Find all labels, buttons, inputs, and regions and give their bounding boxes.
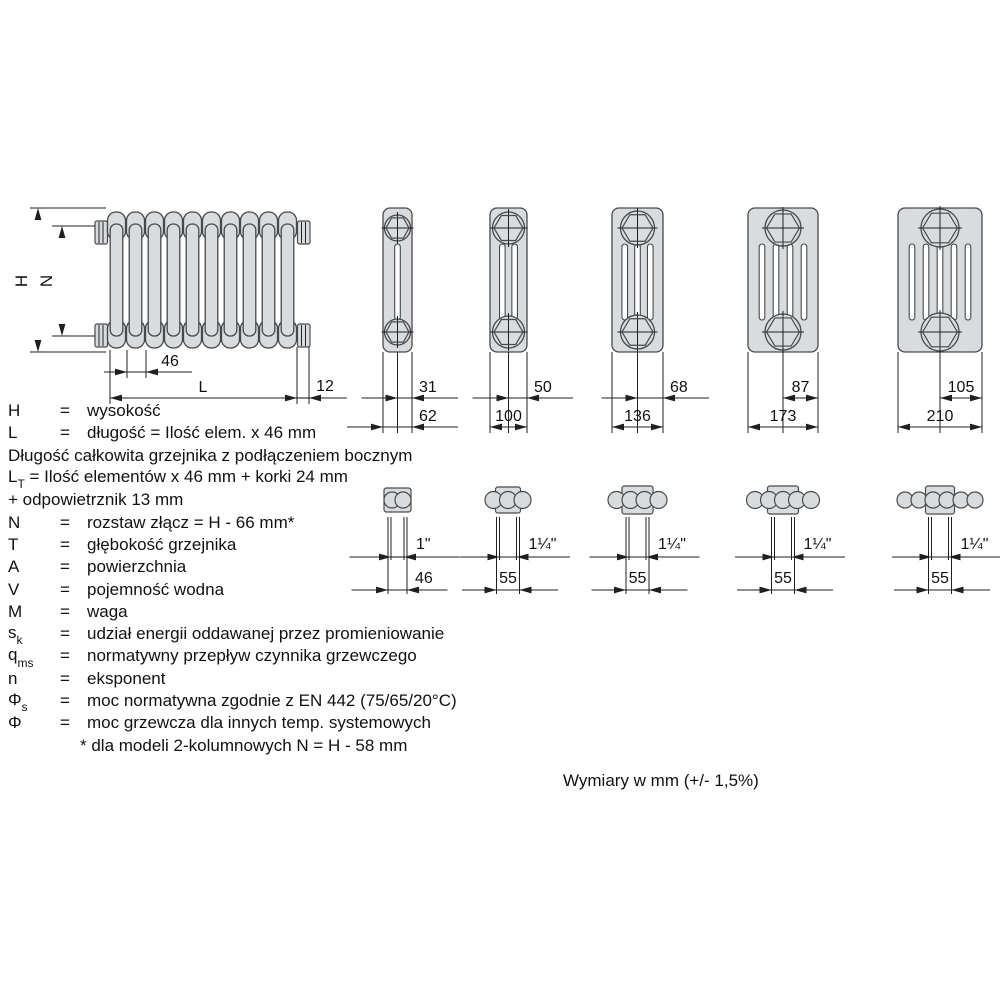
- legend-symbol: $\Phi_s$: [8, 689, 28, 715]
- dimension-arrow: [612, 424, 624, 431]
- legend-text: waga: [87, 601, 128, 621]
- dimension-label: 68: [670, 379, 688, 396]
- element-shaft: [186, 224, 199, 336]
- legend-text: głębokość grzejnika: [87, 534, 237, 554]
- element-shaft: [262, 224, 275, 336]
- topview-tube: [967, 492, 983, 508]
- legend-equals: =: [60, 668, 70, 688]
- legend-text: pojemność wodna: [87, 579, 225, 599]
- legend-text: rozstaw złącz = H - 66 mm*: [87, 512, 295, 532]
- profile-slot: [937, 244, 943, 320]
- legend-equals: =: [60, 512, 70, 532]
- legend-row-10: [8, 622, 478, 648]
- legend-text: moc normatywna zgodnie z EN 442 (75/65/20°C): [87, 691, 457, 710]
- end-extension-label: 12: [316, 378, 334, 395]
- dimension-label: 210: [926, 408, 954, 425]
- profile-slot: [965, 244, 971, 320]
- dimension-arrow: [520, 587, 532, 594]
- dimension-arrow: [497, 395, 509, 402]
- legend-row-11: [8, 645, 478, 670]
- pitch-label-N: N: [37, 274, 56, 288]
- legend-symbol: V: [8, 579, 20, 599]
- dimension-label: L: [198, 379, 208, 396]
- dimension-arrow: [614, 587, 626, 594]
- element-shaft: [148, 224, 161, 336]
- legend-text: normatywny przepływ czynnika grzewczego: [87, 646, 417, 666]
- legend-equals: =: [60, 691, 70, 710]
- legend-row-12: [8, 668, 478, 690]
- legend-row-1: [8, 422, 478, 444]
- dimension-label: 50: [534, 379, 552, 396]
- connection-size-label: 1¼": [528, 536, 557, 553]
- profile-slot: [787, 244, 793, 320]
- profile-slot: [622, 244, 628, 320]
- legend-text: * dla modeli 2-kolumnowych N = H - 58 mm: [80, 735, 408, 755]
- legend-row-5: [8, 511, 478, 533]
- dimension-arrow: [35, 340, 42, 352]
- legend-symbol: N: [8, 512, 21, 532]
- dimension-arrow: [763, 554, 775, 561]
- dimension-arrow: [517, 554, 529, 561]
- dimension-arrow: [35, 208, 42, 220]
- element-shaft: [243, 224, 256, 336]
- dimension-label: 100: [495, 408, 522, 425]
- topview-6-column: [892, 486, 1000, 594]
- profile-slot: [512, 244, 518, 320]
- profile-slot: [773, 244, 779, 320]
- dimension-arrow: [806, 424, 818, 431]
- dimension-arrow: [115, 369, 127, 376]
- dimension-label: 173: [769, 408, 797, 425]
- legend-row-4: [8, 489, 478, 511]
- dimension-arrow: [748, 424, 760, 431]
- dimension-label: 105: [947, 379, 975, 396]
- legend-row-9: [8, 601, 478, 623]
- legend-symbol: A: [8, 557, 20, 577]
- element-shaft: [110, 224, 123, 336]
- dimension-arrow: [970, 424, 982, 431]
- dimension-arrow: [920, 554, 932, 561]
- legend-equals: =: [60, 534, 70, 554]
- legend-equals: =: [60, 646, 70, 666]
- legend-text: powierzchnia: [87, 557, 187, 577]
- legend-text: moc grzewcza dla innych temp. systemowych: [87, 713, 431, 733]
- legend-row-0: [8, 400, 478, 422]
- legend-symbol: M: [8, 601, 23, 621]
- profile-views: [347, 206, 982, 433]
- dimension-arrow: [59, 324, 66, 336]
- profile-slot: [909, 244, 915, 320]
- legend-row-6: [8, 534, 478, 556]
- profile-slot: [647, 244, 653, 320]
- profile-slot: [923, 244, 929, 320]
- element-width-label: 55: [628, 570, 647, 587]
- profile-5-column: [748, 207, 818, 433]
- connection-size-label: 1¼": [803, 536, 832, 553]
- topview-tube: [803, 492, 820, 509]
- dimensions-note: Wymiary w mm (+/- 1,5%): [563, 771, 759, 790]
- legend-text: $L_T$ = Ilość elementów x 46 mm + korki 24 mm: [8, 466, 348, 492]
- dimension-arrow: [760, 587, 772, 594]
- legend-equals: =: [60, 423, 70, 443]
- element-width-label: 46: [415, 570, 433, 587]
- legend-text: udział energii oddawanej przez promieniowanie: [87, 624, 445, 644]
- profile-slot: [801, 244, 807, 320]
- legend-row-8: [8, 578, 478, 600]
- profile-slot: [635, 244, 641, 320]
- dimension-arrow: [651, 424, 663, 431]
- legend-text: wysokość: [87, 401, 161, 421]
- dimension-arrow: [485, 587, 497, 594]
- legend-row-14: [8, 712, 478, 734]
- legend-equals: =: [60, 579, 70, 599]
- legend-row-13: [8, 689, 478, 715]
- element-width-label: 55: [774, 570, 792, 587]
- element-shaft: [281, 224, 294, 336]
- topview-tube: [514, 492, 531, 509]
- dimension-arrow: [792, 554, 804, 561]
- legend-symbol: Φ: [8, 713, 22, 733]
- profile-3-column: [473, 208, 574, 433]
- profile-4-column: [602, 208, 710, 433]
- legend-row-7: [8, 556, 478, 578]
- element-width-label: 55: [499, 570, 517, 587]
- legend-symbol: $q_{ms}$: [8, 645, 34, 670]
- legend: [8, 400, 478, 757]
- legend-row-2: [8, 445, 478, 467]
- legend-row-3: [8, 466, 478, 492]
- end-plug: [95, 221, 108, 244]
- legend-symbol: n: [8, 668, 18, 688]
- element-shaft: [224, 224, 237, 336]
- height-label-H: H: [12, 274, 31, 288]
- dimension-arrow: [898, 424, 910, 431]
- profile-slot: [951, 244, 957, 320]
- profile-slot: [500, 244, 506, 320]
- dimension-arrow: [649, 587, 661, 594]
- legend-symbol: $s_k$: [8, 622, 23, 648]
- dimension-arrow: [488, 554, 500, 561]
- end-plug: [298, 324, 311, 347]
- dimension-arrow: [59, 226, 66, 238]
- dimension-arrow: [917, 587, 929, 594]
- dimension-arrow: [617, 554, 629, 561]
- legend-equals: =: [60, 624, 70, 644]
- topview-5-column: [735, 486, 845, 594]
- dimension-label: 87: [791, 379, 810, 396]
- dimension-label: 31: [419, 379, 437, 396]
- element-shaft: [129, 224, 142, 336]
- connection-size-label: 1¼": [960, 536, 989, 553]
- legend-text: długość = Ilość elem. x 46 mm: [87, 423, 317, 443]
- legend-text: + odpowietrznik 13 mm: [8, 490, 184, 510]
- legend-symbol: L: [8, 423, 18, 443]
- dimension-label: 136: [624, 408, 651, 425]
- legend-text: eksponent: [87, 668, 166, 688]
- legend-equals: =: [60, 601, 70, 621]
- connection-size-label: 1": [416, 536, 431, 553]
- connection-size-label: 1¼": [658, 536, 686, 553]
- front-view: [12, 208, 347, 404]
- dimension-arrow: [952, 587, 964, 594]
- legend-equals: =: [60, 713, 70, 733]
- element-shaft: [167, 224, 180, 336]
- element-width-label: 55: [931, 570, 949, 587]
- dimension-arrow: [626, 395, 638, 402]
- element-shaft: [205, 224, 218, 336]
- dimension-arrow: [795, 587, 807, 594]
- element-width-label: 46: [161, 353, 179, 370]
- legend-row-15: [8, 734, 478, 756]
- dimension-arrow: [646, 554, 658, 561]
- profile-slot: [395, 244, 401, 320]
- legend-symbol: T: [8, 534, 19, 554]
- profile-6-column: [898, 206, 982, 433]
- dimension-arrow: [949, 554, 961, 561]
- profile-slot: [759, 244, 765, 320]
- topview-tube: [650, 492, 667, 509]
- end-plug: [298, 221, 311, 244]
- legend-equals: =: [60, 401, 70, 421]
- end-plug: [95, 324, 108, 347]
- dimension-label: 62: [419, 408, 437, 425]
- legend-text: Długość całkowita grzejnika z podłączeniem bocznym: [8, 445, 413, 465]
- dimension-arrow: [146, 369, 158, 376]
- legend-symbol: H: [8, 401, 21, 421]
- legend-equals: =: [60, 557, 70, 577]
- topview-4-column: [590, 486, 700, 594]
